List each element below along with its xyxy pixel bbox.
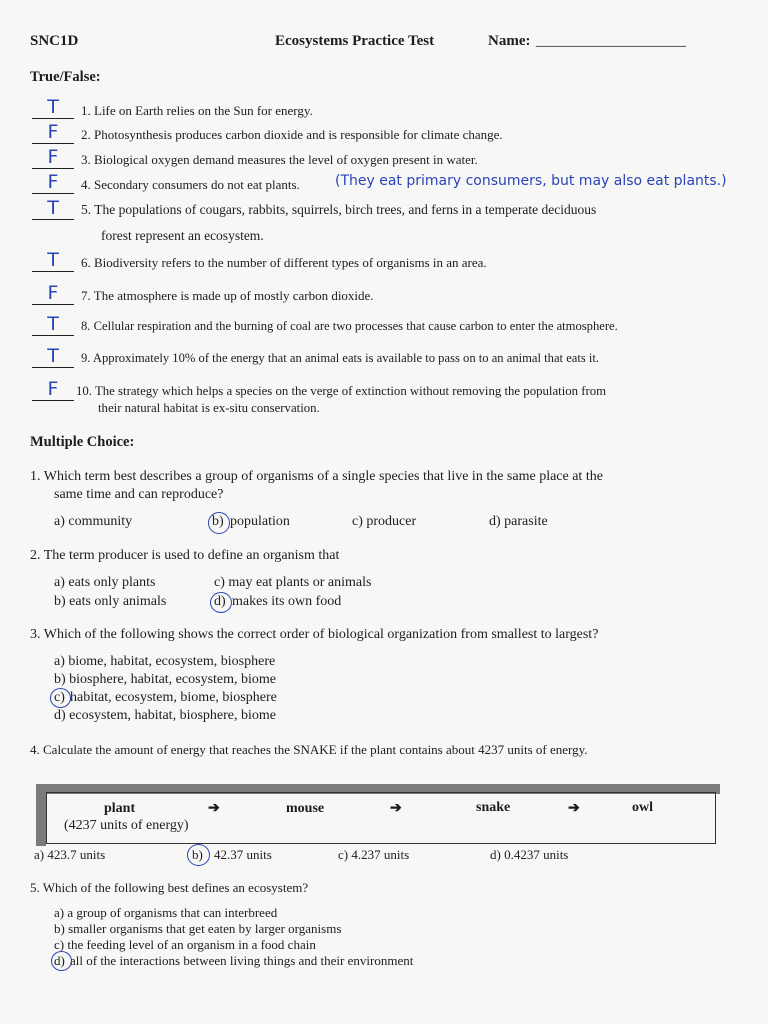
- course-code: SNC1D: [30, 33, 79, 49]
- chain-plant: plant: [104, 801, 136, 816]
- mc-question-5: 5. Which of the following best defines an ecosystem?: [30, 880, 309, 895]
- mc4-option-c: c) 4.237 units: [338, 847, 410, 862]
- true-false-heading: True/False:: [30, 69, 101, 85]
- mc5-option-b: b) smaller organisms that get eaten by larger organisms: [54, 921, 342, 936]
- tf-answer-10: F: [32, 380, 74, 401]
- tf-question-10-cont: their natural habitat is ex-situ conservation.: [98, 401, 320, 415]
- page-title: Ecosystems Practice Test: [275, 33, 435, 49]
- mc1-option-a: a) community: [54, 514, 133, 529]
- tf-answer-1: T: [32, 98, 74, 119]
- mc3-option-a: a) biome, habitat, ecosystem, biosphere: [54, 654, 276, 669]
- mc2-option-b: b) eats only animals: [54, 594, 167, 609]
- multiple-choice-heading: Multiple Choice:: [30, 434, 135, 450]
- mc4-option-b-letter: b): [192, 847, 203, 862]
- chain-owl: owl: [632, 800, 653, 815]
- tf-answer-3: F: [32, 148, 74, 169]
- tf-question-9: 9. Approximately 10% of the energy that an animal eats is available to pass on to an animal that eats it.: [81, 351, 600, 365]
- tf-answer-6: T: [32, 251, 74, 272]
- tf-question-6: 6. Biodiversity refers to the number of different types of organisms in an area.: [81, 255, 487, 270]
- mc-question-2: 2. The term producer is used to define an organism that: [30, 548, 340, 563]
- tf-answer-9: T: [32, 347, 74, 368]
- mc5-option-a: a) a group of organisms that can interbreed: [54, 905, 278, 920]
- name-label: Name:: [488, 33, 531, 49]
- mc1-option-b: population: [230, 514, 290, 529]
- mc5-option-c: c) the feeding level of an organism in a food chain: [54, 937, 316, 952]
- tf-answer-7: F: [32, 284, 74, 305]
- tf-answer-5: T: [32, 199, 74, 220]
- mc2-option-a: a) eats only plants: [54, 575, 156, 590]
- tf-question-1: 1. Life on Earth relies on the Sun for energy.: [81, 103, 313, 118]
- tf-answer-8: T: [32, 315, 74, 336]
- tf-question-4: 4. Secondary consumers do not eat plants.: [81, 177, 300, 192]
- tf-handwritten-note-4: (They eat primary consumers, but may also eat plants.): [335, 173, 727, 189]
- chain-plant-energy: (4237 units of energy): [64, 818, 189, 833]
- mc-question-1: 1. Which term best describes a group of organisms of a single species that live in the same place at the: [30, 469, 603, 484]
- tf-question-7: 7. The atmosphere is made up of mostly carbon dioxide.: [81, 288, 374, 303]
- chain-mouse: mouse: [286, 801, 325, 816]
- mc5-option-d: all of the interactions between living things and their environment: [70, 953, 414, 968]
- mc-question-4: 4. Calculate the amount of energy that reaches the SNAKE if the plant contains about 4237 units of energy.: [30, 742, 588, 757]
- chain-arrow-icon: ➔: [568, 801, 580, 816]
- mc2-option-c: c) may eat plants or animals: [214, 575, 372, 590]
- tf-question-8: 8. Cellular respiration and the burning of coal are two processes that cause carbon to enter the atmosphere.: [81, 319, 618, 333]
- tf-question-5: 5. The populations of cougars, rabbits, squirrels, birch trees, and ferns in a temperate deciduous: [81, 202, 597, 217]
- mc1-option-b-letter: b): [212, 514, 224, 529]
- mc4-option-b: 42.37 units: [214, 847, 272, 862]
- mc5-option-d-letter: d): [54, 953, 65, 968]
- mc-question-3: 3. Which of the following shows the correct order of biological organization from smallest to largest?: [30, 627, 599, 642]
- mc-question-1-cont: same time and can reproduce?: [54, 487, 224, 502]
- mc3-option-d: d) ecosystem, habitat, biosphere, biome: [54, 708, 276, 723]
- tf-question-5-cont: forest represent an ecosystem.: [101, 228, 264, 243]
- mc1-option-c: c) producer: [352, 514, 417, 529]
- mc3-option-b: b) biosphere, habitat, ecosystem, biome: [54, 672, 276, 687]
- mc2-option-d: makes its own food: [232, 594, 342, 609]
- tf-answer-4: F: [32, 173, 74, 194]
- tf-question-2: 2. Photosynthesis produces carbon dioxide and is responsible for climate change.: [81, 127, 503, 142]
- chain-snake: snake: [476, 800, 511, 815]
- mc4-option-d: d) 0.4237 units: [490, 847, 569, 862]
- chain-arrow-icon: ➔: [390, 801, 402, 816]
- mc3-option-c: habitat, ecosystem, biome, biosphere: [70, 690, 277, 705]
- tf-answer-2: F: [32, 123, 74, 144]
- mc2-option-d-letter: d): [214, 594, 226, 609]
- mc4-option-a: a) 423.7 units: [34, 847, 106, 862]
- tf-question-10: 10. The strategy which helps a species on the verge of extinction without removing the population from: [76, 384, 607, 398]
- tf-question-3: 3. Biological oxygen demand measures the level of oxygen present in water.: [81, 152, 478, 167]
- food-chain-box-shadow: [36, 784, 46, 846]
- mc3-option-c-letter: c): [54, 690, 65, 705]
- name-blank: ____________________: [536, 33, 686, 49]
- chain-arrow-icon: ➔: [208, 801, 220, 816]
- mc1-option-d: d) parasite: [489, 514, 548, 529]
